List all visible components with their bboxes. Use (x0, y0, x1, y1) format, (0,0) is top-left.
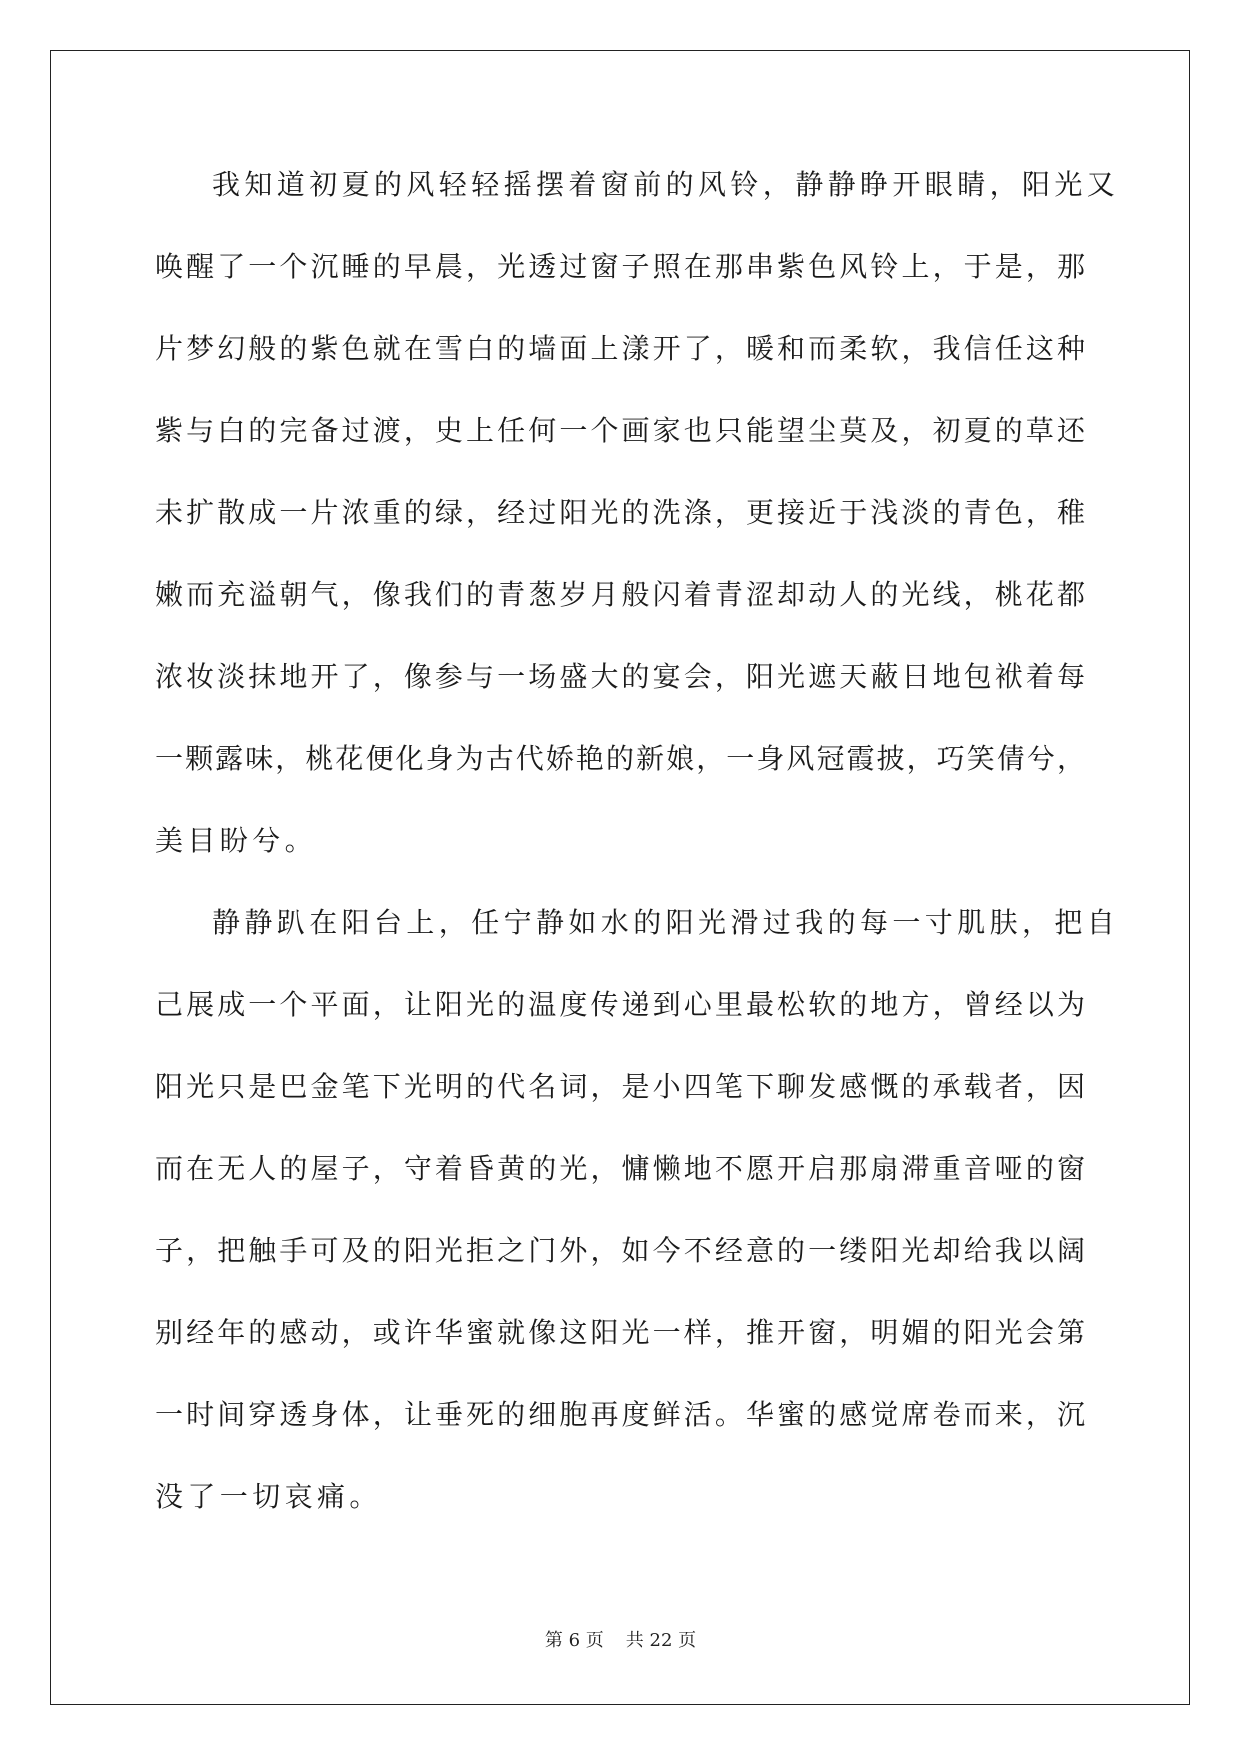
text-line: 静静趴在阳台上，任宁静如水的阳光滑过我的每一寸肌肤，把自 (212, 906, 1120, 939)
text-line: 未扩散成一片浓重的绿，经过阳光的洗涤，更接近于浅淡的青色，稚 (155, 496, 1085, 529)
text-line: 紫与白的完备过渡，史上任何一个画家也只能望尘莫及，初夏的草还 (155, 414, 1085, 447)
page-number: 第 6 页 (544, 1630, 604, 1651)
text-line: 嫩而充溢朝气，像我们的青葱岁月般闪着青涩却动人的光线，桃花都 (155, 578, 1085, 611)
paragraph-2 (155, 894, 1120, 1550)
document-body (155, 156, 1120, 1550)
total-pages: 共 22 页 (625, 1630, 697, 1651)
text-line: 一时间穿透身体，让垂死的细胞再度鲜活。华蜜的感觉席卷而来，沉 (155, 1398, 1085, 1431)
text-line: 我知道初夏的风轻轻摇摆着窗前的风铃，静静睁开眼睛，阳光又 (212, 168, 1120, 201)
text-line: 唤醒了一个沉睡的早晨，光透过窗子照在那串紫色风铃上，于是，那 (155, 250, 1085, 283)
text-line: 浓妆淡抹地开了，像参与一场盛大的宴会，阳光遮天蔽日地包袱着每 (155, 660, 1085, 693)
text-line: 没了一切哀痛。 (155, 1480, 382, 1513)
text-line: 别经年的感动，或许华蜜就像这阳光一样，推开窗，明媚的阳光会第 (155, 1316, 1085, 1349)
text-line: 阳光只是巴金笔下光明的代名词，是小四笔下聊发感慨的承载者，因 (155, 1070, 1085, 1103)
text-line: 而在无人的屋子，守着昏黄的光，慵懒地不愿开启那扇滞重音哑的窗 (155, 1152, 1085, 1185)
text-line: 己展成一个平面，让阳光的温度传递到心里最松软的地方，曾经以为 (155, 988, 1085, 1021)
text-line: 子，把触手可及的阳光拒之门外，如今不经意的一缕阳光却给我以阔 (155, 1234, 1085, 1267)
text-line: 美目盼兮。 (155, 824, 318, 857)
page-footer (0, 1626, 1241, 1652)
text-line: 一颗露味，桃花便化身为古代娇艳的新娘，一身风冠霞披，巧笑倩兮， (155, 742, 1085, 775)
text-line: 片梦幻般的紫色就在雪白的墙面上漾开了，暖和而柔软，我信任这种 (155, 332, 1085, 365)
paragraph-1 (155, 156, 1120, 894)
